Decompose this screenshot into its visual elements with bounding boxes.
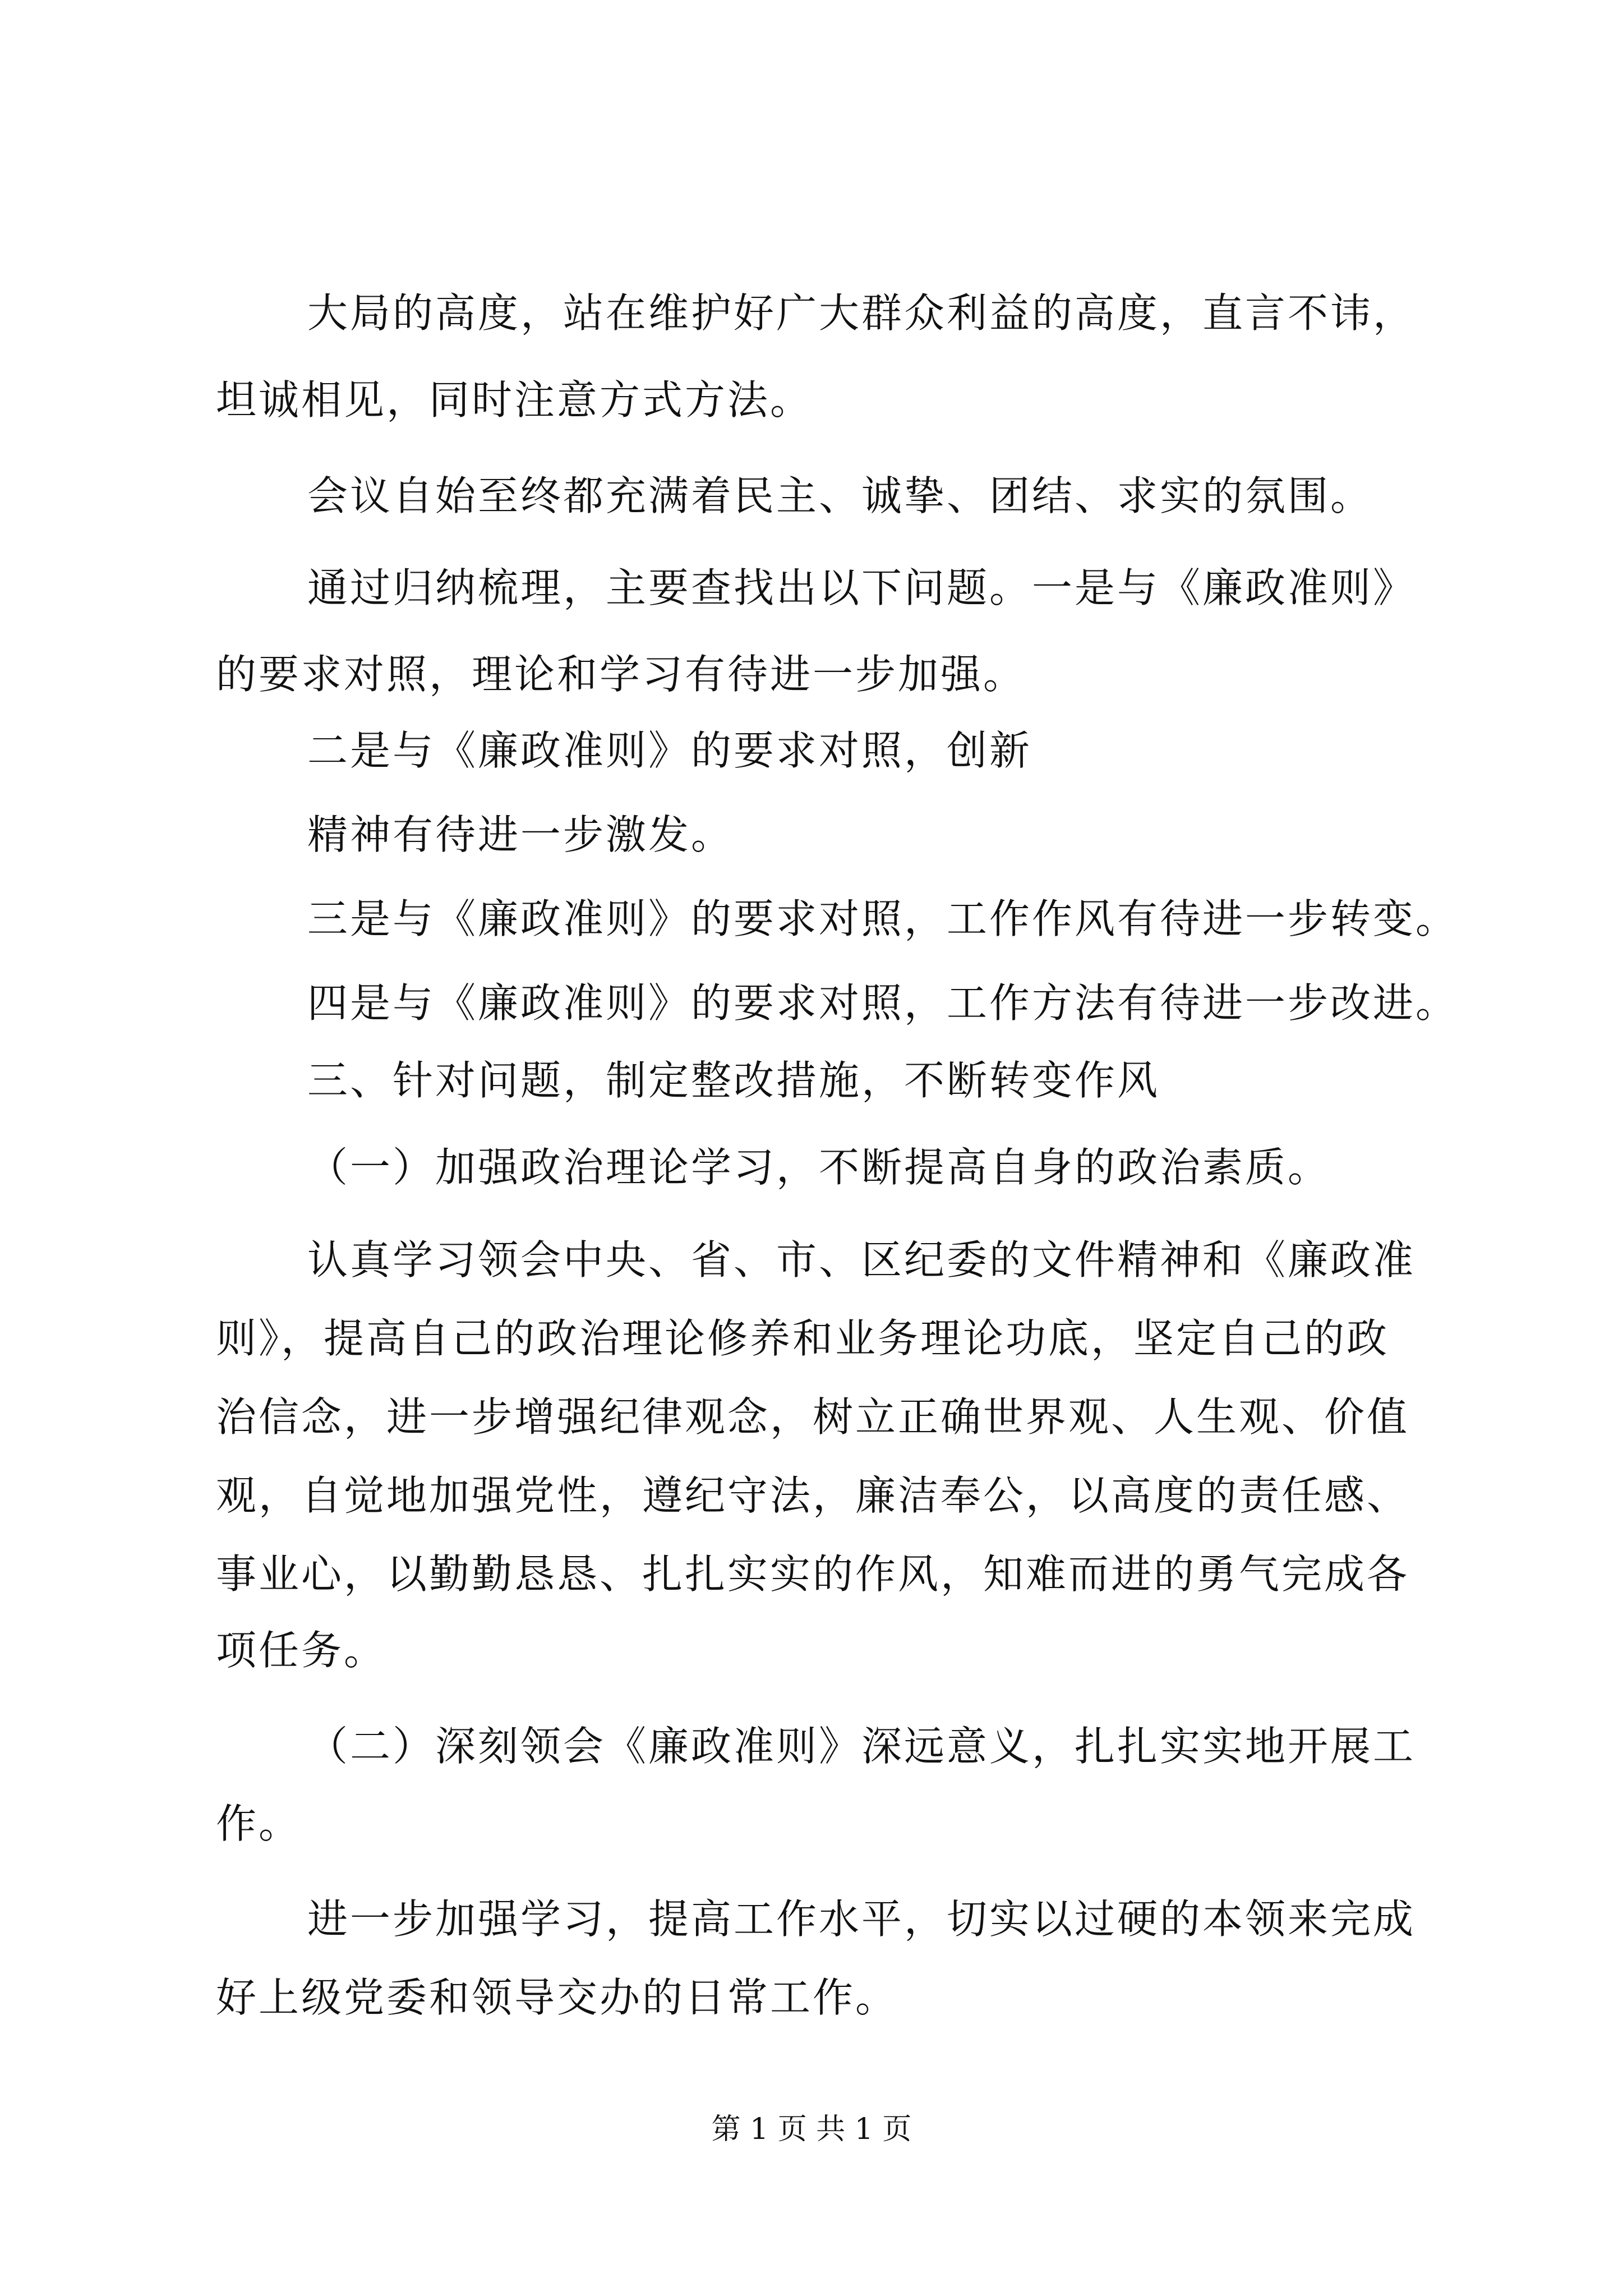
subsection-heading: （二）深刻领会《廉政准则》深远意义，扎扎实实地开展工: [307, 1723, 1416, 1770]
body-text-line: 四是与《廉政准则》的要求对照，工作方法有待进一步改进。: [307, 979, 1459, 1027]
body-text-line: 观，自觉地加强党性，遵纪守法，廉洁奉公，以高度的责任感、: [216, 1472, 1410, 1519]
body-text-line: 的要求对照，理论和学习有待进一步加强。: [216, 651, 1026, 698]
subsection-heading: （一）加强政治理论学习，不断提高自身的政治素质。: [307, 1144, 1331, 1191]
body-text-line: 则》，提高自己的政治理论修养和业务理论功底，坚定自己的政: [216, 1315, 1390, 1362]
body-text-line: 精神有待进一步激发。: [307, 811, 734, 858]
body-text-line: 作。: [216, 1800, 302, 1847]
body-text-line: 三是与《廉政准则》的要求对照，工作作风有待进一步转变。: [307, 895, 1459, 942]
body-text-line: 二是与《廉政准则》的要求对照，创新: [307, 727, 1032, 774]
body-text-line: 事业心，以勤勤恳恳、扎扎实实的作风，知难而进的勇气完成各: [216, 1550, 1410, 1598]
body-text-line: 治信念，进一步增强纪律观念，树立正确世界观、人生观、价值: [216, 1393, 1410, 1441]
body-text-line: 好上级党委和领导交办的日常工作。: [216, 1974, 898, 2021]
body-text-line: 会议自始至终都充满着民主、诚挚、团结、求实的氛围。: [307, 472, 1373, 519]
page-number-footer: 第 1 页 共 1 页: [711, 2113, 912, 2146]
body-text-line: 大局的高度，站在维护好广大群众利益的高度，直言不讳，: [307, 289, 1416, 337]
body-text-line: 进一步加强学习，提高工作水平，切实以过硬的本领来完成: [307, 1895, 1416, 1943]
body-text-line: 通过归纳梳理，主要查找出以下问题。一是与《廉政准则》: [307, 564, 1416, 611]
body-text-line: 坦诚相见，同时注意方式方法。: [216, 376, 813, 424]
body-text-line: 认真学习领会中央、省、市、区纪委的文件精神和《廉政准: [307, 1236, 1416, 1283]
body-text-line: 项任务。: [216, 1627, 387, 1674]
section-heading: 三、针对问题，制定整改措施，不断转变作风: [307, 1057, 1160, 1104]
